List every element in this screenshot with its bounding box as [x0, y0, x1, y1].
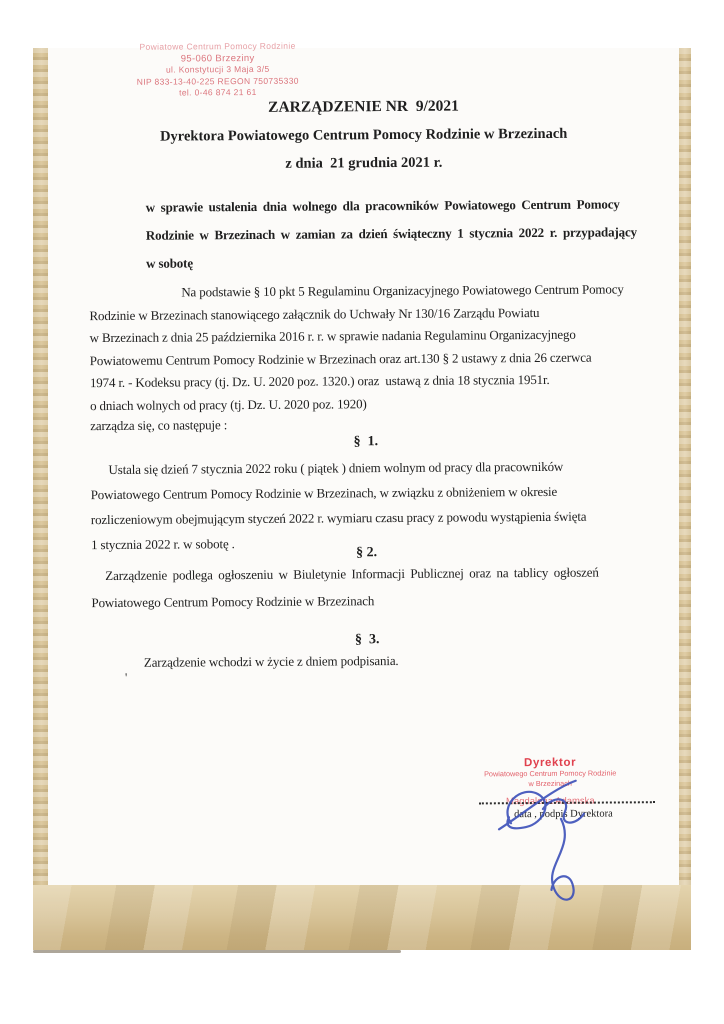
doc-line: Powiatowego Centrum Pomocy Rodzinie w Brzezinach, w związku z obniżeniem w okresie — [90, 483, 558, 503]
director-org-line2: w Brzezinach — [528, 778, 572, 788]
doc-line: Powiatowemu Centrum Pomocy Rodzinie w Brzezinach oraz art.130 § 2 ustawy z dnia 26 czerwca — [89, 349, 592, 368]
subject-paragraph — [145, 190, 637, 277]
doc-line: Rodzinie w Brzezinach stanowiącego załącznik do Uchwały Nr 130/16 Zarządu Powiatu — [89, 304, 540, 323]
director-title-stamp: Dyrektor — [523, 756, 577, 770]
doc-line: o dniach wolnych od pracy (tj. Dz. U. 2020 poz. 1920) — [90, 396, 367, 414]
issue-date: z dnia 21 grudnia 2021 r. — [285, 154, 443, 172]
doc-line: w sprawie ustalenia dnia wolnego dla pracowników Powiatowego Centrum Pomocy — [145, 196, 620, 215]
doc-line: Powiatowe Centrum Pomocy Rodzinie — [139, 40, 296, 52]
doc-line: w sobotę — [146, 255, 193, 271]
order-number-title: ZARZĄDZENIE NR 9/2021 — [268, 97, 459, 116]
doc-line: Zarządzenie wchodzi w życie z dniem podpisania. — [143, 652, 399, 670]
section-2-paragraph — [91, 558, 636, 616]
document-page — [48, 40, 679, 885]
signature-caption: data , podpis Dyrektora — [514, 808, 613, 821]
doc-line: 1974 r. - Kodeksu pracy (tj. Dz. U. 2020 poz. 1320.) oraz ustawą z dnia 18 stycznia 1951r. — [89, 372, 550, 391]
document-title-block — [48, 96, 680, 174]
stray-apostrophe-mark: ' — [124, 669, 128, 685]
section-1-heading: § 1. — [353, 434, 379, 450]
doc-line: ul. Konstytucji 3 Maja 3/5 — [165, 64, 270, 75]
ordains-line: zarządza się, co następuje : — [90, 417, 228, 434]
doc-line: NIP 833-13-40-225 REGON 750735330 — [136, 75, 299, 87]
wood-background-left — [33, 48, 48, 950]
doc-line: Zarządzenie podlega ogłoszeniu w Biuletynie Informacji Publicznej oraz na tablicy ogłoszeń — [105, 564, 599, 584]
legal-basis-paragraph — [89, 278, 630, 417]
doc-line: w Brzezinach z dnia 25 października 2016 r. r. w sprawie nadania Regulaminu Organizacyjnego — [89, 326, 576, 346]
director-name-stamp: Magdalena Adamska — [505, 795, 595, 808]
signature-block — [433, 756, 668, 821]
doc-line: Na podstawie § 10 pkt 5 Regulaminu Organizacyjnego Powiatowego Centrum Pomocy — [181, 281, 624, 300]
section-1-paragraph — [90, 453, 641, 557]
doc-line: 95-060 Brzeziny — [180, 52, 255, 65]
doc-line: tel. 0-46 874 21 61 — [179, 87, 257, 98]
document-content — [48, 40, 685, 885]
doc-line: rozliczeniowym obejmującym styczeń 2022 r. wymiaru czasu pracy z powodu wystąpienia święta — [90, 508, 587, 528]
office-address-stamp — [92, 40, 344, 100]
issuer-title: Dyrektora Powiatowego Centrum Pomocy Rodzinie w Brzezinach — [160, 125, 568, 145]
doc-line: 1 stycznia 2022 r. w sobotę . — [90, 536, 235, 553]
section-3-heading: § 3. — [354, 632, 380, 648]
handwritten-signature-ink — [481, 768, 622, 919]
doc-line: Rodzinie w Brzezinach w zamian za dzień świąteczny 1 stycznia 2022 r. przypadający — [145, 224, 637, 243]
doc-line: Powiatowego Centrum Pomocy Rodzinie w Brzezinach — [91, 593, 375, 611]
section-2-heading: § 2. — [356, 545, 378, 561]
director-org-line1: Powiatowego Centrum Pomocy Rodzinie — [484, 768, 617, 779]
doc-line: Ustala się dzień 7 stycznia 2022 roku ( piątek ) dniem wolnym od pracy dla pracowników — [108, 458, 564, 478]
section-3-paragraph — [92, 646, 637, 675]
